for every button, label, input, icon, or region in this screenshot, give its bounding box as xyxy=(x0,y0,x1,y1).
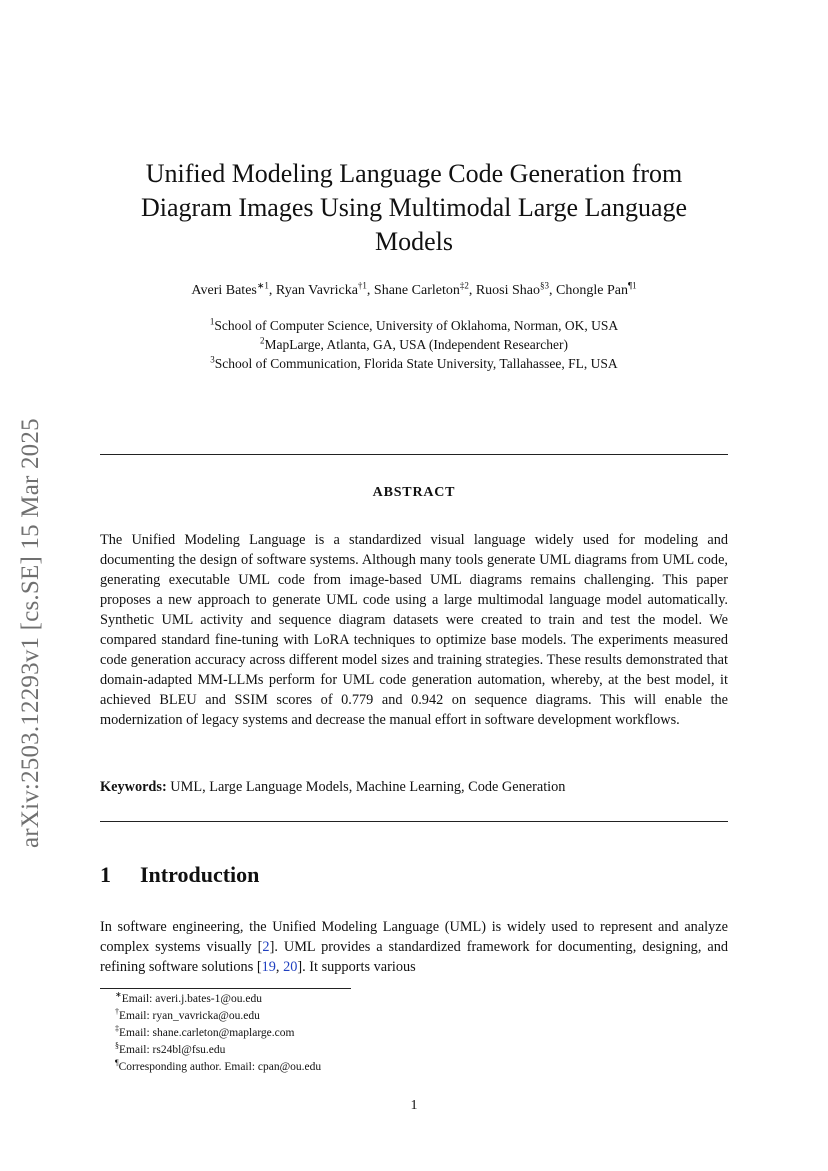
author-mark: ∗1 xyxy=(256,280,269,291)
page-number: 1 xyxy=(410,1098,418,1113)
footnote: ¶Corresponding author. Email: cpan@ou.edu xyxy=(115,1058,322,1073)
abstract-top-rule xyxy=(100,454,728,455)
footnote: ‡Email: shane.carleton@maplarge.com xyxy=(115,1024,295,1039)
title-line: Unified Modeling Language Code Generation from xyxy=(145,159,683,188)
section-title: Introduction xyxy=(140,862,260,887)
author: Chongle Pan$^{\P 1}$ xyxy=(556,280,637,298)
footnote-rule xyxy=(100,988,351,989)
author: Ryan Vavricka$^{\dagger 1}$, xyxy=(275,280,374,298)
footnote: ∗Email: averi.j.bates-1@ou.edu xyxy=(115,990,262,1005)
title-line: Models xyxy=(375,227,453,256)
affiliation-list xyxy=(100,316,728,373)
affiliation: $^2$MapLarge, Atlanta, GA, USA (Independent Researcher) xyxy=(260,335,568,352)
paper-title xyxy=(100,157,728,259)
citation-link[interactable]: 19 xyxy=(261,959,276,975)
abstract-bottom-rule xyxy=(100,821,728,822)
keywords xyxy=(100,779,728,796)
author: Averi Bates$^{∗1}$, xyxy=(191,280,276,298)
introduction-paragraph: In software engineering, the Unified Modeling Language (UML) is widely used to represent and analyze complex systems visually [2]. UML provides a standardized framework for documenting, designing, and refining software solutions [19, 20]. It supports various xyxy=(100,919,729,975)
citation-link[interactable]: 20 xyxy=(283,959,298,975)
author: Shane Carleton$^{\ddagger 2}$, xyxy=(373,280,476,298)
footnote: §Email: rs24bl@fsu.edu xyxy=(115,1041,226,1056)
author-mark: ¶1 xyxy=(627,280,637,291)
footnote: †Email: ryan_vavricka@ou.edu xyxy=(115,1007,260,1022)
author-mark: †1 xyxy=(357,280,367,291)
abstract-heading: ABSTRACT xyxy=(372,485,456,500)
affiliation: $^3$School of Communication, Florida State University, Tallahassee, FL, USA xyxy=(210,354,618,371)
author-mark: ‡2 xyxy=(459,280,469,291)
section-heading xyxy=(100,862,259,888)
keywords-text: UML, Large Language Models, Machine Learning, Code Generation xyxy=(166,779,566,795)
affiliation: $^1$School of Computer Science, University of Oklahoma, Norman, OK, USA xyxy=(209,316,619,333)
section-number: 1 xyxy=(100,862,111,887)
footnotes xyxy=(115,991,321,1076)
arxiv-identifier[interactable]: arXiv:2503.12293v1 [cs.SE] 15 Mar 2025 xyxy=(17,418,44,848)
keywords-label: Keywords: xyxy=(100,779,167,795)
author: Ruosi Shao$^{\S 3}$, xyxy=(475,280,557,298)
citation-link[interactable]: 2 xyxy=(262,939,270,955)
author-mark: §3 xyxy=(540,280,550,291)
author-list xyxy=(100,280,728,299)
title-line: Diagram Images Using Multimodal Large Language xyxy=(140,193,688,222)
abstract-text: The Unified Modeling Language is a standardized visual language widely used for modeling and documenting the design of software systems. Although many tools generate UML diagrams from UML code, generating executable UML code from image-based UML diagrams remains challenging. This paper proposes a new approach to generate UML code using a large multimodal language model automatically. Synthetic UML activity and sequence diagram datasets were created to train and test the model. We compared standard fine-tuning with LoRA techniques to optimize base models. The experiments measured code generation accuracy across different model sizes and training strategies. These results demonstrated that domain-adapted MM-LLMs perform for UML code generation automation, whereby, at the best model, it achieved BLEU and SSIM scores of 0.779 and 0.942 on sequence diagrams. This will enable the modernization of legacy systems and decrease the manual effort in software development workflows. xyxy=(100,532,728,728)
